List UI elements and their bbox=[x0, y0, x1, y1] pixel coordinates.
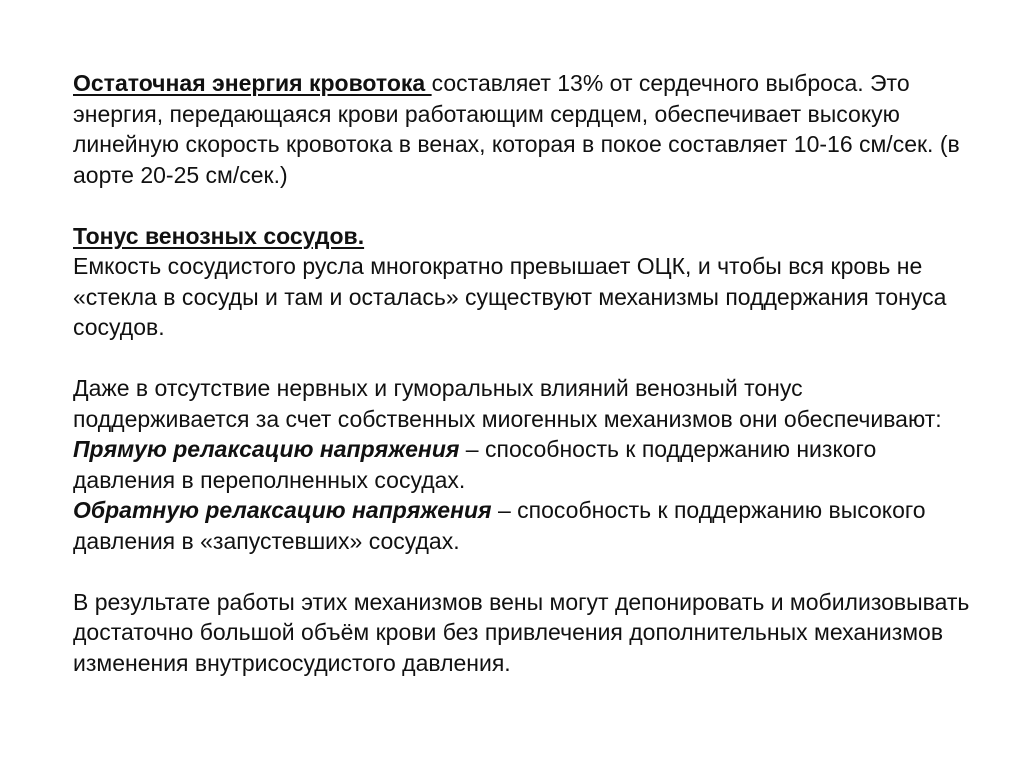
item-reverse-relaxation bbox=[73, 495, 973, 556]
residual-energy-text: составляет 13% от сердечного выброса. Это энергия, передающаяся крови работающим сердцем, обеспечивает высокую линейную скорость кровотока в венах, которая в покое составляет 10-16 см/сек. (в аорте 20-25 см/сек.) bbox=[73, 70, 960, 188]
spacer bbox=[73, 556, 973, 587]
term-direct-relaxation: Прямую релаксацию напряжения bbox=[73, 436, 460, 462]
paragraph-myogenic-intro: Даже в отсутствие нервных и гуморальных влияний венозный тонус поддерживается за счет собственных миогенных механизмов они обеспечивают: bbox=[73, 375, 942, 432]
direct-relaxation-text: – способность к поддержанию низкого давления в переполненных сосудах. bbox=[73, 436, 877, 493]
heading-venous-tone-text: Тонус венозных сосудов. bbox=[73, 222, 365, 249]
paragraph-result: В результате работы этих механизмов вены могут депонировать и мобилизовывать достаточно большой объём крови без привлечения дополнительных механизмов изменения внутрисосудистого давления. bbox=[73, 588, 970, 676]
paragraph-residual-energy bbox=[73, 68, 973, 190]
heading-venous-tone bbox=[73, 221, 973, 252]
item-direct-relaxation bbox=[73, 434, 973, 495]
term-residual-energy: Остаточная энергия кровотока bbox=[73, 70, 432, 96]
spacer bbox=[73, 190, 973, 221]
slide-body bbox=[73, 68, 973, 678]
spacer bbox=[73, 343, 973, 374]
reverse-relaxation-text: – способность к поддержанию высокого давления в «запустевших» сосудах. bbox=[73, 497, 926, 554]
paragraph-venous-tone: Емкость сосудистого русла многократно превышает ОЦК, и чтобы вся кровь не «стекла в сосуды и там и осталась» существуют механизмы поддержания тонуса сосудов. bbox=[73, 253, 947, 340]
term-reverse-relaxation: Обратную релаксацию напряжения bbox=[73, 497, 492, 523]
